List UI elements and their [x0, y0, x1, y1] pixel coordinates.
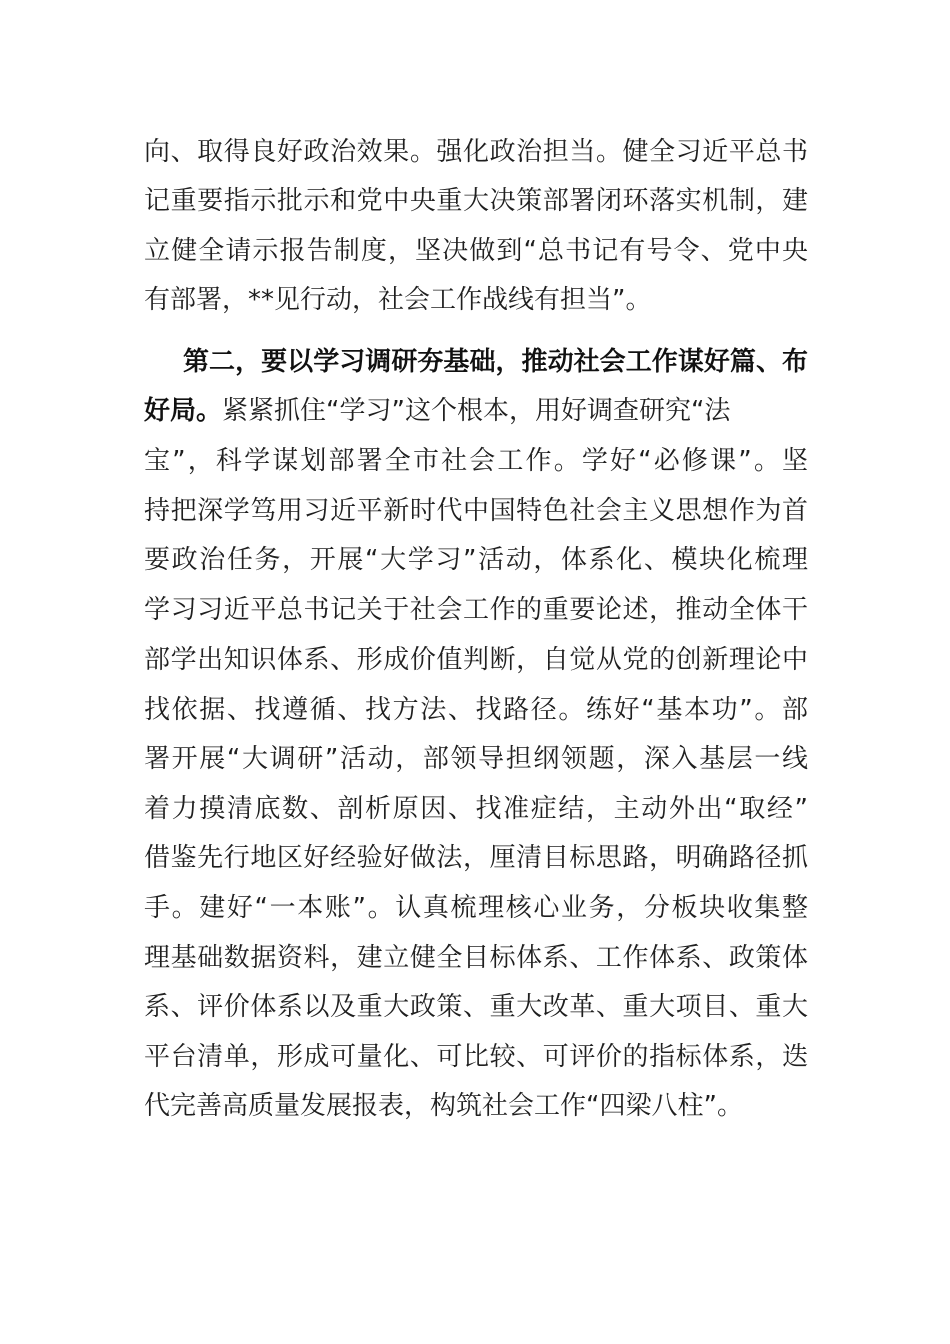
text-line: 借鉴先行地区好经验好做法，厘清目标思路，明确路径抓	[144, 843, 808, 873]
text-line: 宝”，科学谋划部署全市社会工作。学好“必修课”。坚	[144, 446, 808, 476]
text-line: 手。建好“一本账”。认真梳理核心业务，分板块收集整	[144, 893, 808, 923]
text-line: 代完善高质量发展报表，构筑社会工作“四梁八柱”。	[144, 1091, 743, 1121]
text-line: 部学出知识体系、形成价值判断，自觉从党的创新理论中	[144, 645, 808, 675]
text-line-mixed	[144, 386, 808, 436]
text-line: 记重要指示批示和党中央重大决策部署闭环落实机制，建	[144, 186, 808, 216]
text-line: 找依据、找遵循、找方法、找路径。练好“基本功”。部	[144, 695, 808, 725]
text-line: 理基础数据资料，建立健全目标体系、工作体系、政策体	[144, 943, 808, 973]
section-heading-line: 第二，要以学习调研夯基础，推动社会工作谋好篇、布	[183, 347, 808, 377]
paragraph-text: 紧紧抓住“学习”这个根本，用好调查研究“法	[222, 396, 731, 426]
section-heading-end: 好局。	[144, 396, 223, 426]
text-line: 向、取得良好政治效果。强化政治担当。健全习近平总书	[144, 137, 808, 167]
text-line: 持把深学笃用习近平新时代中国特色社会主义思想作为首	[144, 496, 808, 526]
text-line: 平台清单，形成可量化、可比较、可评价的指标体系，迭	[144, 1042, 808, 1072]
text-line: 立健全请示报告制度，坚决做到“总书记有号令、党中央	[144, 236, 808, 266]
text-line: 系、评价体系以及重大政策、重大改革、重大项目、重大	[144, 992, 808, 1022]
text-line: 有部署，**见行动，社会工作战线有担当”。	[144, 285, 652, 315]
text-line: 要政治任务，开展“大学习”活动，体系化、模块化梳理	[144, 545, 808, 575]
text-line: 着力摸清底数、剖析原因、找准症结，主动外出“取经”	[144, 794, 808, 824]
text-line: 署开展“大调研”活动，部领导担纲领题，深入基层一线	[144, 744, 808, 774]
text-line: 学习习近平总书记关于社会工作的重要论述，推动全体干	[144, 595, 808, 625]
